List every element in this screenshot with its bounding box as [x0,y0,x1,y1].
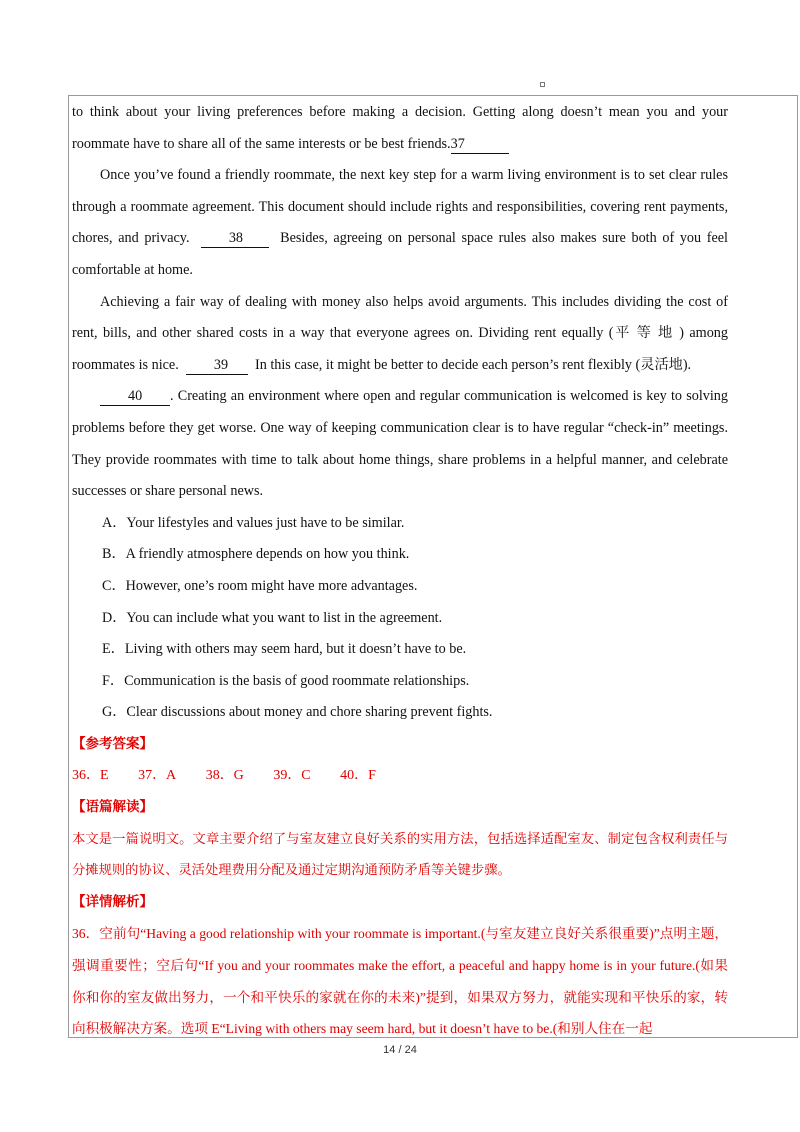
document-body [72,97,728,1045]
option-e: E．Living with others may seem hard, but it doesn’t have to be. [102,641,467,658]
answer-38: 38．G [205,768,244,784]
blank-37: 37 [451,135,509,154]
blank-38: 38 [201,229,269,248]
option-g: G．Clear discussions about money and chore sharing prevent fights. [102,704,493,721]
reading-heading: 【语篇解读】 [72,799,153,816]
option-d: D．You can include what you want to list in the agreement. [102,609,443,626]
analysis-heading: 【详情解析】 [72,893,153,910]
analysis-text: 36．空前句“Having a good relationship with your roommate is important.(与室友建立良好关系很重要)”点明主题，强调重要性；空后句“If you and your roommates make the effort, a peaceful and happy home is in your future.(如果你和你的室友做出努力，一个和平快乐的家就在你的未来)”提到，如果双方努力，就能实现和平快乐的家，转向积极解决方案。选项 E“Living with others may seem hard, but it doesn’t have to be.(和别人住在一起 [72,926,728,1037]
blank-39: 39 [186,356,248,375]
paragraph-2-text-b: Besides, agreeing on personal space rules also makes sure both of you feel comfortable at home. [72,230,729,278]
option-c: C．However, one’s room might have more advantages. [102,577,418,594]
paragraph-2-text-a: Once you’ve found a friendly roommate, the next key step for a warm living environment is to set clear rules through a roommate agreement. This document should include rights and responsibilities, covering rent payments, chores, and privacy. [72,167,728,247]
answer-list [72,760,728,792]
options-list [72,508,728,729]
paragraph-1-text: to think about your living preferences before making a decision. Getting along doesn’t mean you and your roommate have to share all of the same interests or be best friends. [72,104,728,152]
paragraph-4-text: . Creating an environment where open and regular communication is welcomed is key to solving problems before they get worse. One way of keeping communication clear is to have regular “check-in” meetings. They provide roommates with time to talk about home things, share problems in a helpful manner, and celebrate successes or share personal news. [72,388,728,500]
paragraph-3-text-a: Achieving a fair way of dealing with money also helps avoid arguments. This includes dividing the cost of rent, bills, and other shared costs in a way that everyone agrees on. Dividing rent equally (平 等 地 ) among roommates is nice. [72,293,728,373]
answer-40: 40．F [340,768,376,784]
page-corner-mark [540,82,545,87]
paragraph-1 [72,97,728,160]
page-number: 14 / 24 [383,1044,417,1056]
answer-37: 37．A [138,768,177,784]
answer-heading: 【参考答案】 [72,735,153,752]
paragraph-4 [72,381,728,507]
paragraph-3 [72,287,728,382]
option-f: F．Communication is the basis of good roommate relationships. [102,672,470,689]
blank-40: 40 [100,387,170,406]
answer-39: 39．C [273,768,311,784]
reading-text: 本文是一篇说明文。文章主要介绍了与室友建立良好关系的实用方法，包括选择适配室友、制定包含权利责任与分摊规则的协议、灵活处理费用分配及通过定期沟通预防矛盾等关键步骤。 [72,831,728,879]
option-b: B．A friendly atmosphere depends on how you think. [102,546,410,563]
answer-36: 36．E [72,768,109,784]
paragraph-3-text-b: In this case, it might be better to decide each person’s rent flexibly (灵活地). [254,356,692,373]
option-a: A．Your lifestyles and values just have to be similar. [102,514,405,531]
paragraph-2 [72,160,728,286]
